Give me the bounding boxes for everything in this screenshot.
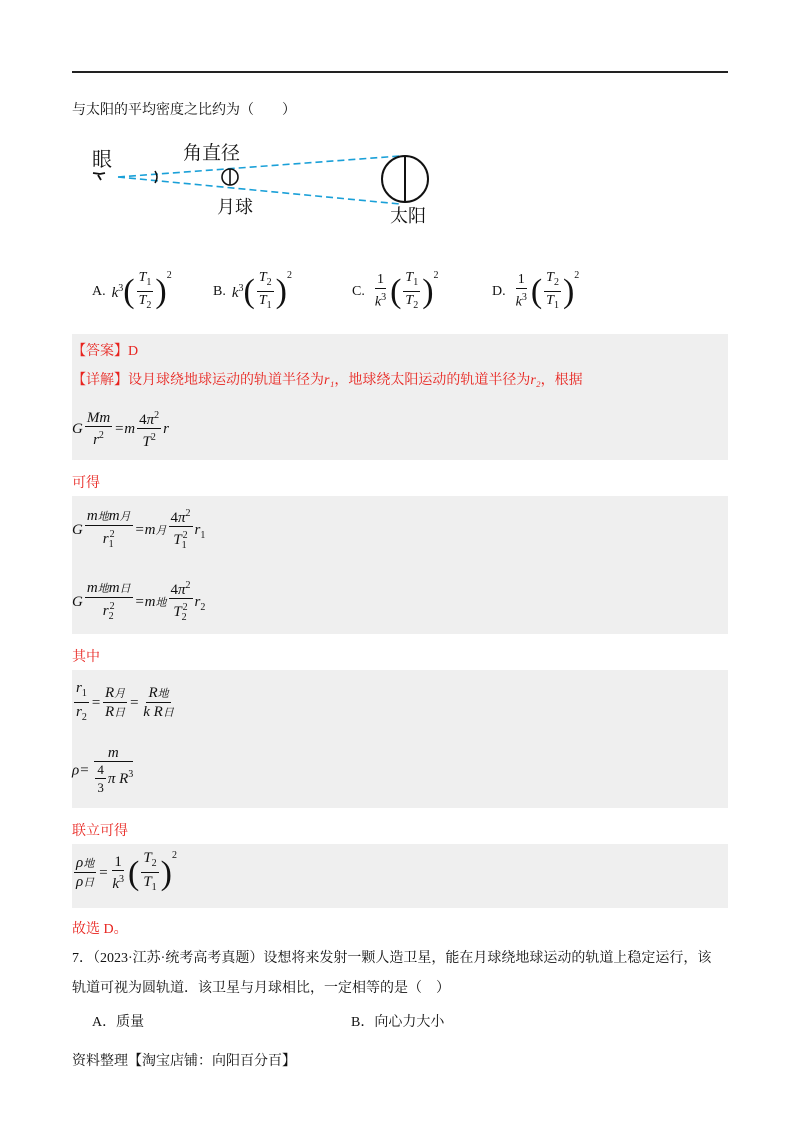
angular-diameter-diagram — [80, 138, 440, 230]
upper-sight-line — [118, 156, 400, 177]
option-b[interactable]: B. $k^3$ ( $\frac{T_2}{T_1}$ ) $^2$ — [213, 270, 292, 311]
detail-line: 【详解】设月球绕地球运动的轨道半径为r₁，地球绕太阳运动的轨道半径为r₂，根据 — [72, 373, 583, 388]
question-tail: 与太阳的平均密度之比约为（ ） — [72, 103, 296, 118]
option-d[interactable]: D. $\frac{1}{k^3}$ ( $\frac{T_2}{T_1}$ ) $^2$ — [492, 270, 580, 311]
question7-line2: 轨道可视为圆轨道．该卫星与月球相比，一定相等的是（ ） — [72, 981, 450, 996]
answer-line: 【答案】D — [72, 344, 139, 359]
earth-sun-equation: G $\frac{\text{m地m日}}{r_2^2}$ =m地 $\frac{4\pi^2}{T_2^2}$ $r_2$ — [72, 579, 206, 623]
moon-label: 月球 — [217, 197, 253, 217]
header-rule — [72, 71, 728, 73]
sun-label: 太阳 — [390, 206, 426, 226]
option-c[interactable]: C. $\frac{1}{k^3}$ ( $\frac{T_1}{T_2}$ ) $^2$ — [352, 270, 439, 311]
answer-block — [72, 334, 728, 460]
radius-ratio-equation: $\frac{r_1}{r_2}$ = $\frac{\text{R月}}{\text{R日}}$ = $\frac{\text{R地}}{\text{k R日}}$ — [76, 680, 174, 723]
gravity-equation: G $\frac{Mm}{r^2}$ =m $\frac{4\pi^2}{T^2}$ r — [72, 410, 169, 450]
angle-arc — [155, 171, 157, 183]
question7-option-a[interactable]: A．质量 — [92, 1015, 145, 1030]
moon-earth-equation: G $\frac{\text{m地m月}}{r_1^2}$ =m月 $\frac{4\pi^2}{T_1^2}$ $r_1$ — [72, 507, 206, 551]
kede-label: 可得 — [72, 476, 100, 491]
option-a[interactable]: A. $k^3$ ( $\frac{T_1}{T_2}$ ) $^2$ — [92, 270, 172, 311]
footer-credit: 资料整理【淘宝店铺：向阳百分百】 — [72, 1054, 296, 1069]
density-equation: ρ= m $\frac{4}{3}$ π $R^3$ — [72, 745, 134, 795]
angle-label: 角直径 — [183, 143, 241, 164]
qizhong-label: 其中 — [72, 650, 100, 665]
eye-label: 眼 — [92, 149, 112, 171]
lianli-label: 联立可得 — [72, 824, 128, 839]
result-equation: $\frac{\text{ρ地}}{\text{ρ日}}$ = $\frac{1}{k^3}$ ( $\frac{T_2}{T_1}$ ) $^2$ — [76, 850, 177, 893]
question7-option-b[interactable]: B．向心力大小 — [351, 1015, 445, 1030]
question7-line1: 7．（2023·江苏·统考高考真题）设想将来发射一颗人造卫星，能在月球绕地球运动的轨道上稳定运行，该 — [72, 951, 712, 966]
lower-sight-line — [118, 177, 400, 204]
guxuan-label: 故选 D。 — [72, 922, 128, 937]
eye-icon — [93, 173, 105, 180]
